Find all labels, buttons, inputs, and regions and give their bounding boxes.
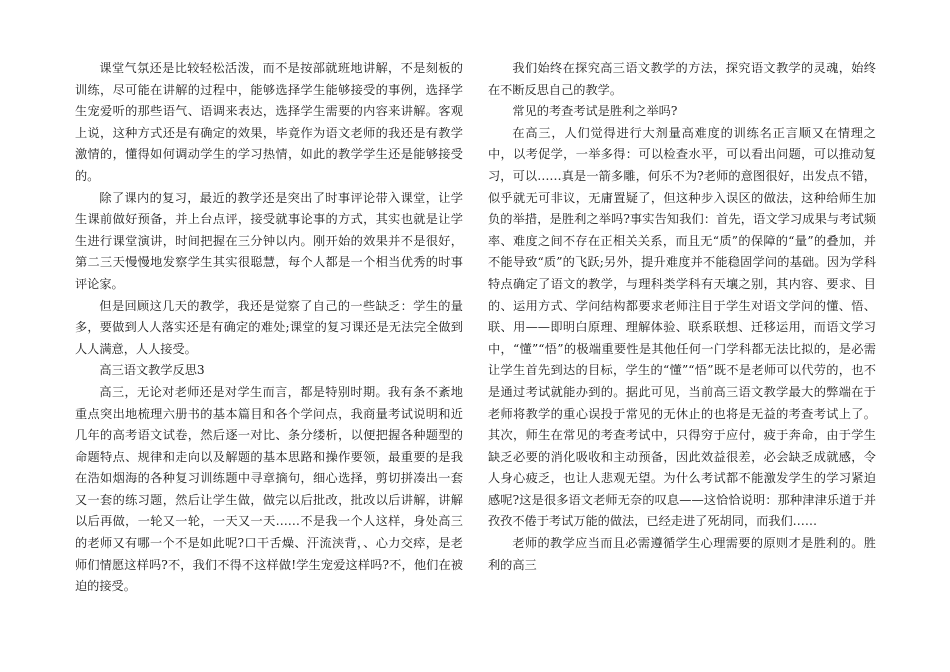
- right-paragraph-3: 老师的教学应当而且必需遵循学生心理需要的原则才是胜利的。胜利的高三: [488, 536, 876, 572]
- left-paragraph-4: 高三，无论对老师还是对学生而言，都是特别时期。我有条不紊地重点突出地梳理六册书的基本篇目和各个学问点，我商量考试说明和近几年的高考语文试卷，然后逐一对比、条分缕析，以便把握各种题型的命题特点、规律和走向以及解题的基本思路和操作要领，最重要的是我在浩如烟海的各种复习训练题中寻章摘句，细心选择，剪切拼凑出一套又一套的练习题，然后让学生做，做完以后批改，批改以后讲解，讲解以后再做，一轮又一轮，一天又一天……不是我一个人这样，身处高三的老师又有哪一个不是如此呢?口干舌燥、汗流浃背，、心力交瘁，是老师们情愿这样吗?不，我们不得不这样做!学生宠爱这样吗?不，他们在被迫的接受。: [75, 384, 463, 594]
- section-heading-reflection-3: 高三语文教学反思3: [99, 363, 205, 378]
- section-heading-exam-question: 常见的考查考试是胜利之举吗?: [512, 104, 678, 119]
- left-paragraph-2: 除了课内的复习，最近的教学还是突出了时事评论带入课堂，让学生课前做好预备，并上台点评，接受就事论事的方式，其实也就是让学生进行课堂演讲，时间把握在三分钟以内。刚开始的效果并不是很好，第二三天慢慢地发察学生其实很聪慧，每个人都是一个相当优秀的时事评论家。: [75, 190, 463, 291]
- left-paragraph-3: 但是回顾这几天的教学，我还是觉察了自己的一些缺乏：学生的量多，要做到人人落实还是有确定的难处;课堂的复习课还是无法完全做到人人满意，人人接受。: [75, 298, 463, 356]
- right-paragraph-2: 在高三，人们觉得进行大剂量高难度的训练名正言顺又在情理之中，以考促学，一举多得：可以检查水平，可以看出问题，可以推动复习，可以……真是一箭多雕，何乐不为?老师的意图很好，出发点不错，似乎就无可非议，无庸置疑了，但这种步入误区的做法，这种给师生加负的举措，是胜利之举吗?事实告知我们：首先，语文学习成果与考试频率、难度之间不存在正相关关系，而且无“质”的保障的“量”的叠加，并不能导致“质”的飞跃;另外，提升难度并不能稳固学问的基础。因为学科特点确定了语文的教学，与理科类学科有天壤之别，其内容、要求、目的、运用方式、学问结构都要求老师注目于学生对语文学问的懂、悟、联、用——即明白原理、理解体验、联系联想、迁移运用，而语文学习中，“懂”“悟”的极端重要性是其他任何一门学科都无法比拟的，是必需让学生首先到达的目标，学生的“懂”“悟”既不是老师可以代劳的，也不是通过考试就能办到的。据此可见，当前高三语文教学最大的弊端在于老师将教学的重心误投于常见的无休止的也将是无益的考查考试上了。其次，师生在常见的考查考试中，只得穷于应付，疲于奔命，由于学生缺乏必要的消化吸收和主动预备，因此效益很差，必会缺乏成就感，令人身心疲乏，也让人悲观无望。为什么考试都不能激发学生的学习紧迫感呢?这是很多语文老师无奈的叹息——这恰恰说明：那种津津乐道于并孜孜不倦于考试万能的做法，已经走进了死胡同，而我们……: [488, 125, 876, 529]
- left-paragraph-1: 课堂气氛还是比较轻松活泼，而不是按部就班地讲解，不是刻板的训练，尽可能在讲解的过程中，能够选择学生能够接受的事例，选择学生宠爱听的那些语气、语调来表达，选择学生需要的内容来讲解。客观上说，这种方式还是有确定的效果，毕竟作为语文老师的我还是有教学激情的，懂得如何调动学生的学习热情，如此的教学学生还是能够接受的。: [75, 61, 463, 183]
- right-column: [488, 58, 876, 576]
- left-column: [75, 58, 463, 598]
- right-paragraph-1: 我们始终在探究高三语文教学的方法，探究语文教学的灵魂，始终在不断反思自己的教学。: [488, 61, 876, 97]
